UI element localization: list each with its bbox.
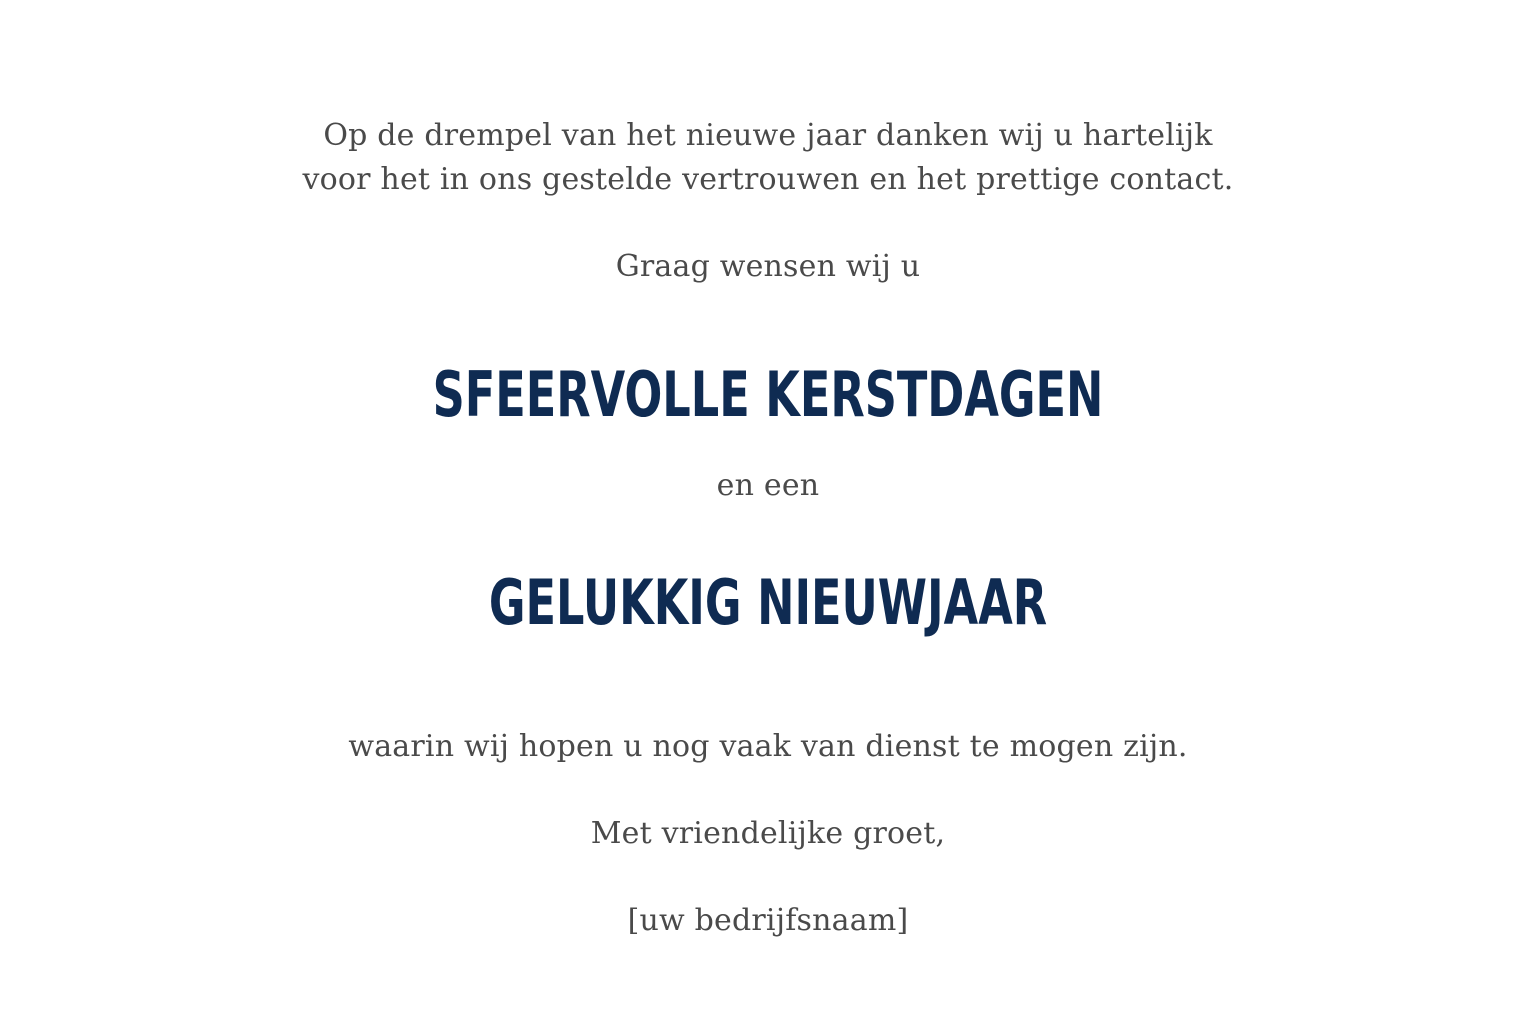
headline-new-year: GELUKKIG NIEUWJAAR (488, 566, 1048, 639)
intro-line-2: voor het in ons gestelde vertrouwen en het prettige contact. (302, 162, 1234, 197)
intro-line-1: Op de drempel van het nieuwe jaar danken wij u hartelijk (323, 118, 1213, 153)
company-name: [uw bedrijfsnaam] (627, 903, 909, 938)
wish-line: Graag wensen wij u (615, 249, 921, 284)
closing-greeting: Met vriendelijke groet, (590, 816, 946, 851)
headline-christmas: SFEERVOLLE KERSTDAGEN (432, 358, 1104, 431)
connector-text: en een (716, 468, 820, 503)
hope-line: waarin wij hopen u nog vaak van dienst te mogen zijn. (348, 729, 1188, 764)
